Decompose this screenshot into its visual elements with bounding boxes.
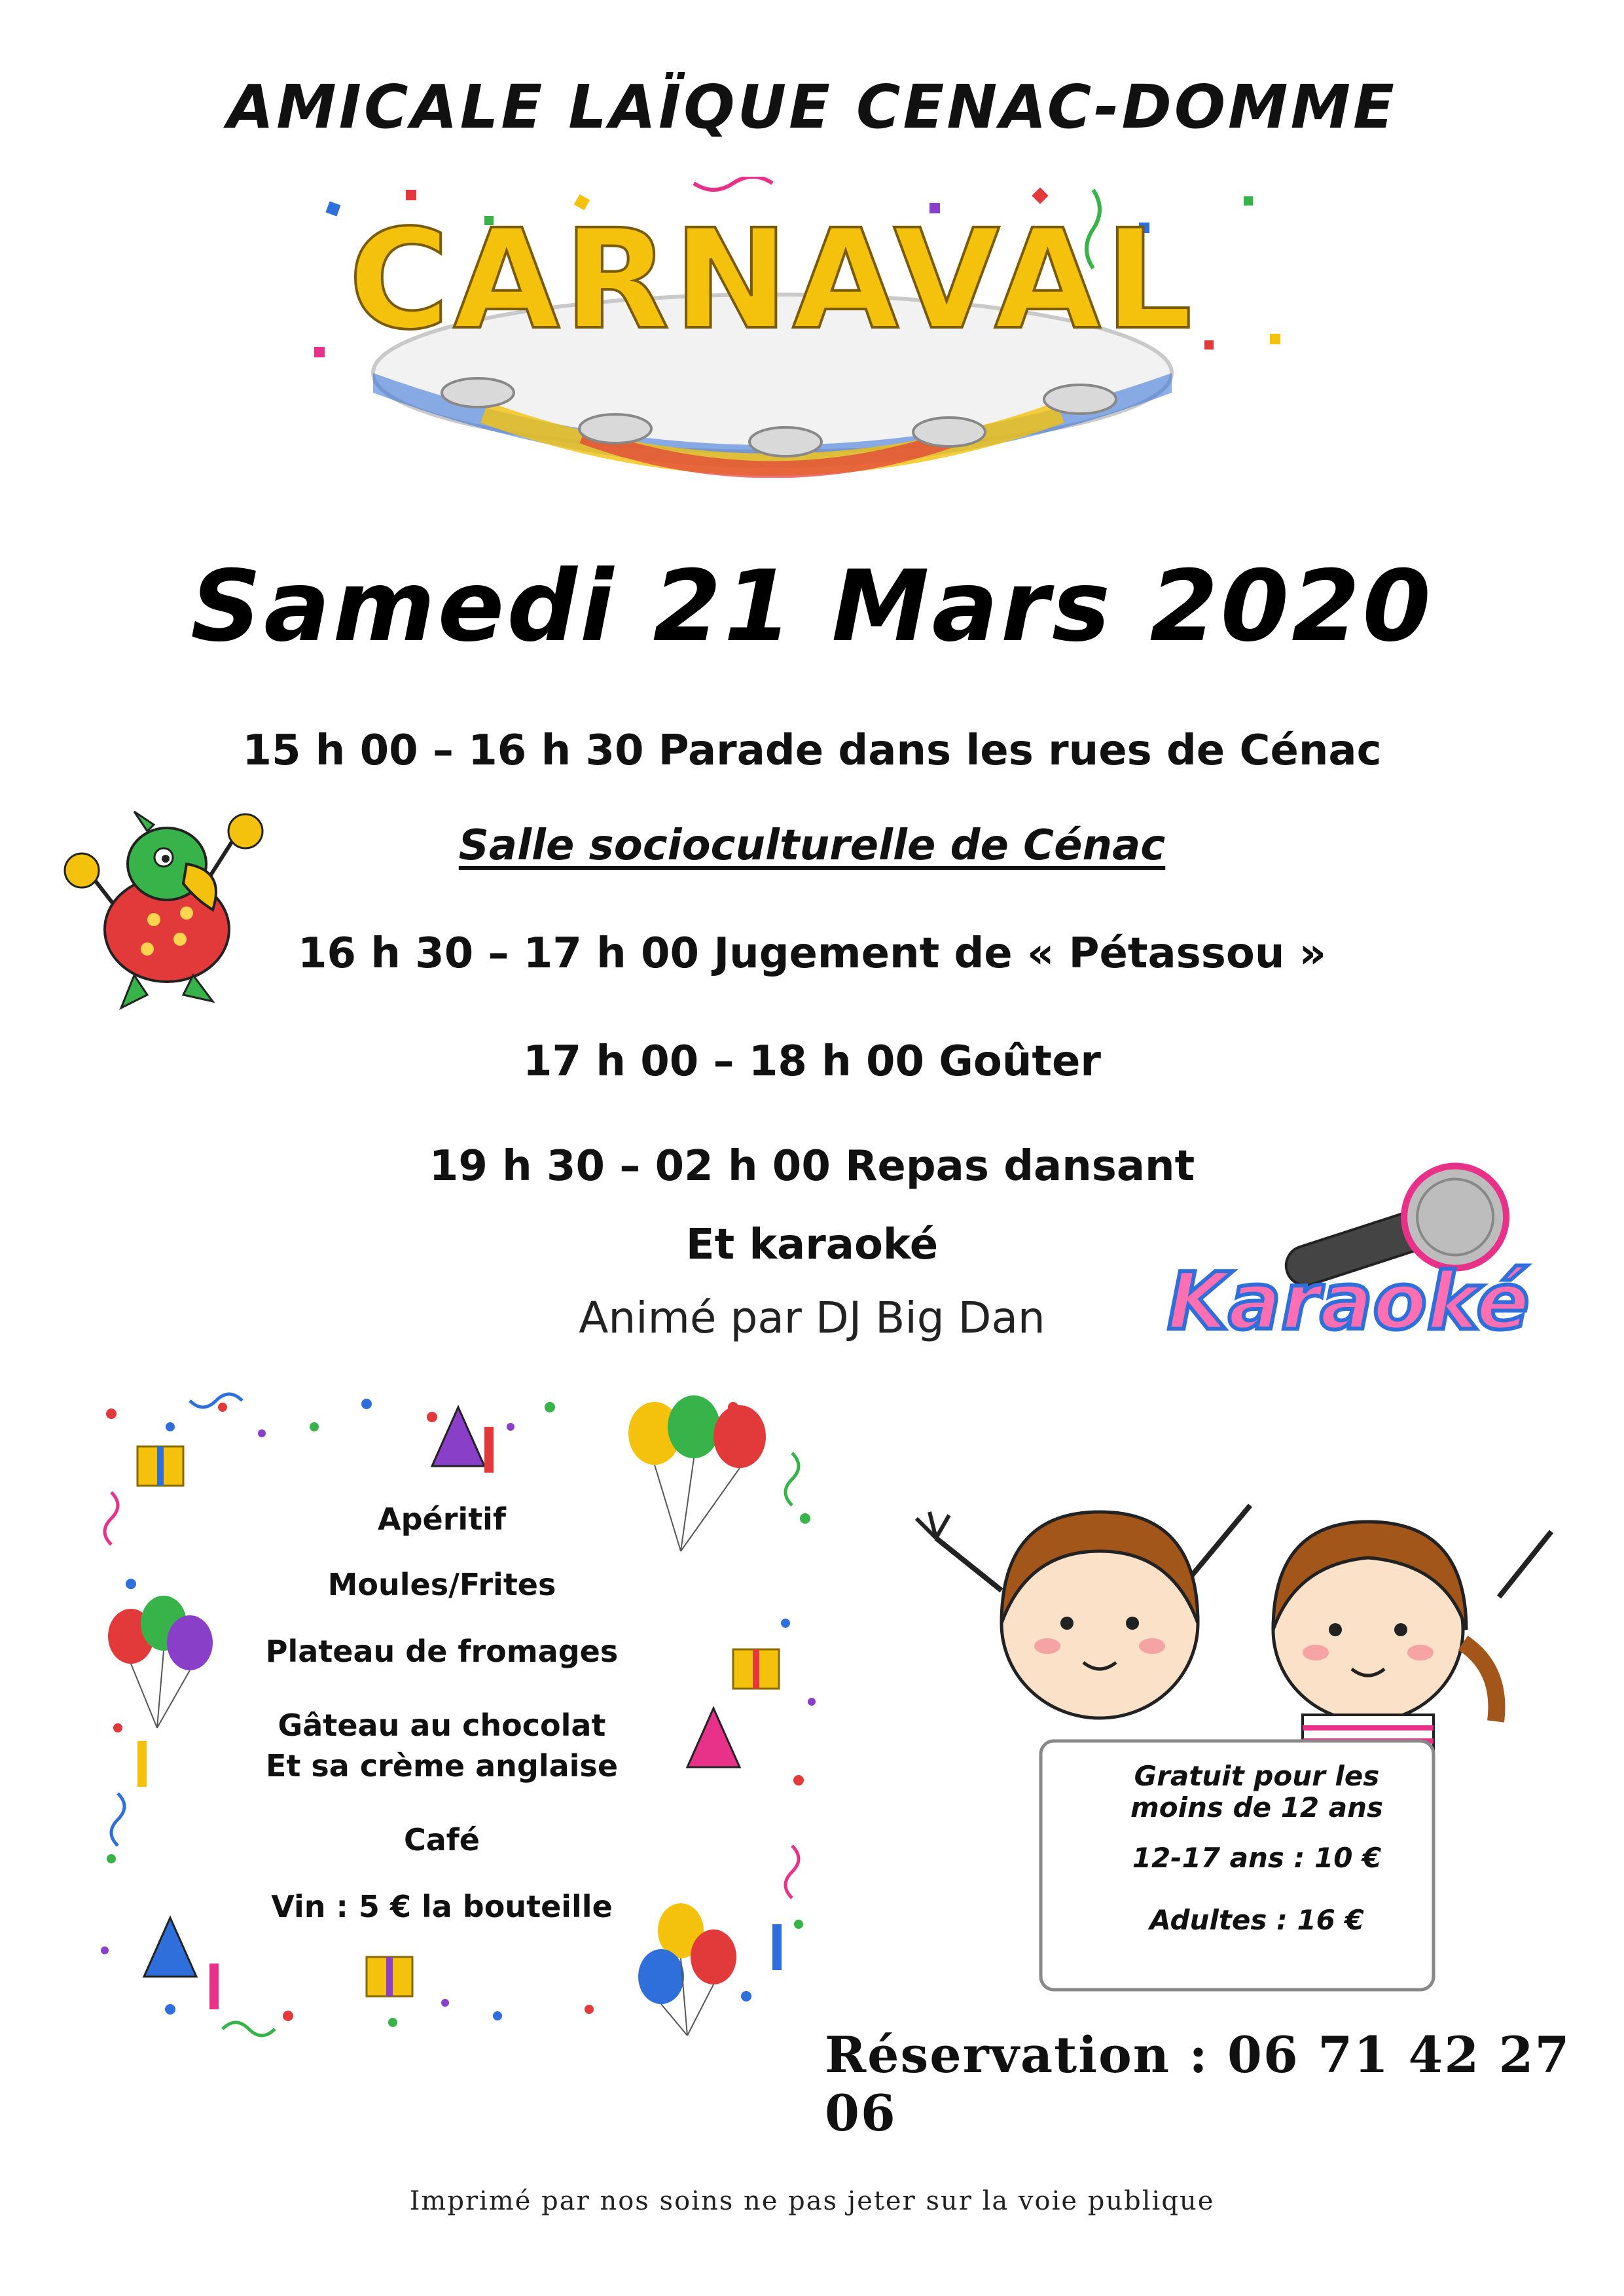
parade-line: 15 h 00 – 16 h 30 Parade dans les rues de Cénac [242, 726, 1382, 775]
menu-item: Moules/Frites [327, 1567, 556, 1602]
menu-item: Gâteau au chocolat [278, 1708, 606, 1743]
karaoke-logo [1139, 1152, 1558, 1371]
karaoke-logo-graphic [1139, 1152, 1558, 1368]
carnaval-logo-text: CARNAVAL [348, 200, 1197, 360]
price-adult: Adultes : 16 € [1149, 1904, 1364, 1936]
price-teen: 12-17 ans : 10 € [1132, 1842, 1382, 1874]
karaoke-line: Et karaoké [685, 1221, 939, 1269]
footer-note: Imprimé par nos soins ne pas jeter sur la voie publique [409, 2186, 1215, 2216]
menu-item: Et sa crème anglaise [265, 1748, 619, 1784]
balloons-icon [108, 1596, 213, 1728]
reservation-phone: Réservation : 06 71 42 27 06 [825, 2026, 1571, 2142]
schedule-item: 17 h 00 – 18 h 00 Goûter [523, 1037, 1101, 1086]
carnaval-logo-graphic [288, 177, 1335, 478]
menu-item: Plateau de fromages [265, 1634, 619, 1669]
menu-item: Café [403, 1822, 480, 1857]
schedule-item: 16 h 30 – 17 h 00 Jugement de « Pétassou » [297, 929, 1327, 978]
event-date: Samedi 21 Mars 2020 [190, 550, 1434, 664]
party-hat-icon [687, 1708, 740, 1767]
karaoke-logo-text: Karaoké [1167, 1257, 1530, 1348]
parrot-icon [56, 805, 272, 1021]
dj-line: Animé par DJ Big Dan [579, 1293, 1045, 1343]
schedule-item: 19 h 30 – 02 h 00 Repas dansant [429, 1142, 1195, 1191]
parrot-illustration [56, 805, 272, 1024]
organization-title: AMICALE LAÏQUE CENAC-DOMME [227, 72, 1397, 142]
party-hat-icon [144, 1918, 196, 1977]
venue-heading: Salle socioculturelle de Cénac [458, 821, 1166, 870]
price-free-line1: Gratuit pour les [1134, 1760, 1380, 1792]
price-free-line2: moins de 12 ans [1130, 1791, 1384, 1823]
menu-item: Apéritif [378, 1501, 506, 1537]
party-hat-icon [432, 1407, 484, 1466]
carnaval-logo [288, 177, 1335, 481]
menu-item: Vin : 5 € la bouteille [271, 1889, 613, 1924]
